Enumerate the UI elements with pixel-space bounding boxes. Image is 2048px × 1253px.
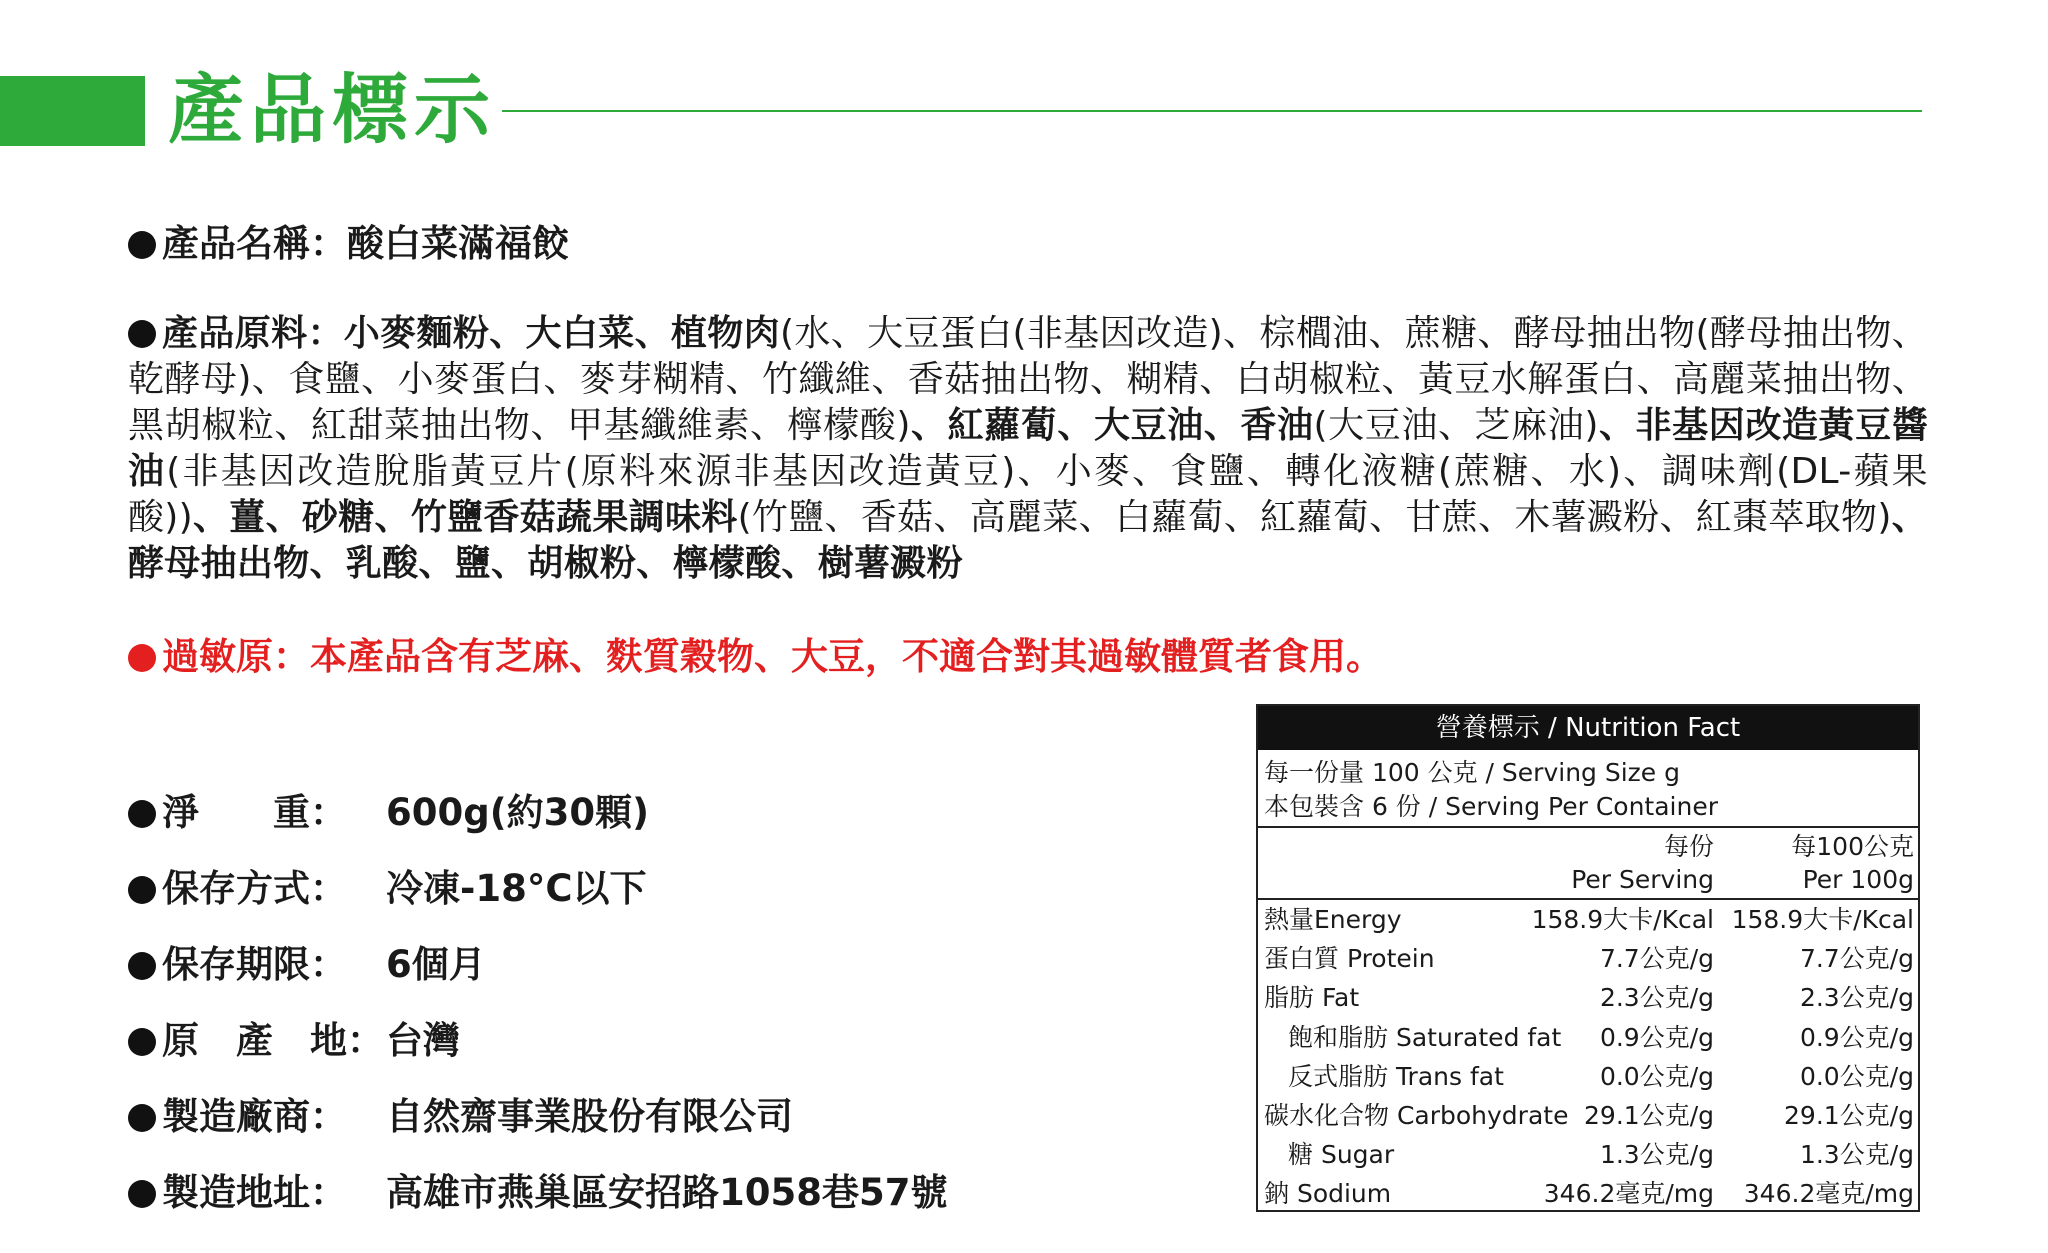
nutrient-name: 熱量Energy [1264,905,1402,934]
per-serving-header-en: Per Serving [1571,865,1714,894]
per-serving-value: 158.9大卡/Kcal [1531,905,1714,934]
info-label: 淨 重： [162,791,347,834]
nutrition-row [1258,1096,1918,1135]
bullet-icon [128,952,156,980]
per-serving-header-zh: 每份 [1663,832,1714,861]
nutrition-table [1256,704,1920,1212]
info-value: 高雄市燕巢區安招路1058巷57號 [386,1171,948,1214]
allergen-value: 本產品含有芝麻、麩質穀物、大豆，不適合對其過敏體質者食用。 [310,635,1383,678]
per-100g-value: 29.1公克/g [1784,1100,1914,1130]
bullet-icon [128,644,156,672]
per-serving-value: 7.7公克/g [1599,944,1714,974]
nutrition-title: 營養標示 / Nutrition Fact [1258,706,1918,750]
bullet-icon [128,1180,156,1208]
serving-size: 每一份量 100 公克 / Serving Size g [1264,758,1680,787]
ingredient-sub-text: (竹鹽、香菇、高麗菜、白蘿蔔、紅蘿蔔、甘蔗、木薯澱粉、紅棗萃取物) [737,497,1892,538]
header-divider [502,110,1922,112]
info-row [128,1170,947,1216]
info-value: 冷凍-18°C以下 [386,867,647,910]
nutrition-row [1258,1174,1918,1213]
info-label: 製造廠商： [162,1095,347,1138]
per-serving-value: 0.0公克/g [1599,1061,1714,1091]
per-100g-value: 2.3公克/g [1799,983,1914,1013]
header-accent-bar [0,76,145,146]
bullet-icon [128,231,156,259]
per-100g-value: 0.9公克/g [1799,1022,1914,1052]
product-name-line [128,221,569,267]
bullet-icon [128,1028,156,1056]
per-serving-value: 0.9公克/g [1599,1022,1714,1052]
nutrition-rows [1258,900,1918,1214]
per-100g-value: 7.7公克/g [1799,944,1914,974]
info-label: 製造地址： [162,1171,347,1214]
nutrition-row [1258,900,1918,939]
per-100g-value: 158.9大卡/Kcal [1731,905,1914,934]
ingredient-main-text: 、酵母抽出物、乳酸、鹽、胡椒粉、檸檬酸、樹薯澱粉 [128,497,1928,584]
ingredient-sub-text: (大豆油、芝麻油) [1313,405,1599,446]
per-100g-value: 1.3公克/g [1799,1140,1914,1170]
product-name-label: 產品名稱： [162,222,347,265]
info-value: 600g(約30顆) [386,791,650,834]
nutrient-name: 碳水化合物 Carbohydrate [1264,1100,1569,1130]
nutrient-name: 鈉 Sodium [1264,1179,1392,1209]
per-serving-value: 346.2毫克/mg [1543,1179,1714,1209]
bullet-icon [128,876,156,904]
nutrition-row [1258,978,1918,1017]
nutrient-name: 蛋白質 Protein [1264,944,1435,974]
info-value: 6個月 [386,943,486,986]
info-label: 保存方式： [162,867,347,910]
page-title: 產品標示 [168,65,496,154]
ingredient-main-text: 小麥麵粉、大白菜、植物肉 [343,313,780,354]
per-100g-header-zh: 每100公克 [1791,832,1914,861]
nutrition-row [1258,939,1918,978]
nutrient-name: 脂肪 Fat [1264,983,1360,1013]
per-serving-header [1571,830,1714,896]
bullet-icon [128,800,156,828]
info-row [128,1018,460,1064]
ingredient-main-text: 、紅蘿蔔、大豆油、香油 [910,405,1314,446]
info-value: 自然齋事業股份有限公司 [386,1095,793,1138]
ingredient-sub-text: (非基因改造脫脂黃豆片(原料來源非基因改造黃豆)、小麥、食鹽、轉化液糖(蔗糖、水)、調味劑(DL-蘋果酸)) [128,451,1928,538]
per-100g-value: 346.2毫克/mg [1743,1179,1914,1209]
info-row [128,942,486,988]
nutrition-row [1258,1057,1918,1096]
info-row [128,866,647,912]
ingredient-main-text: 、非基因改造黃豆醬油 [128,405,1928,492]
info-value: 台灣 [386,1019,460,1062]
info-label: 保存期限： [162,943,347,986]
product-name-value: 酸白菜滿福餃 [347,222,569,265]
per-100g-header-en: Per 100g [1802,865,1914,894]
nutrition-row [1258,1018,1918,1057]
servings-per-container: 本包裝含 6 份 / Serving Per Container [1264,792,1719,821]
ingredient-sub-text: (水、大豆蛋白(非基因改造)、棕櫚油、蔗糖、酵母抽出物(酵母抽出物、乾酵母)、食鹽、小麥蛋白、麥芽糊精、竹纖維、香菇抽出物、糊精、白胡椒粒、黃豆水解蛋白、高麗菜抽出物、黑胡椒粒、紅甜菜抽出物、甲基纖維素、檸檬酸) [128,313,1928,446]
nutrient-name: 反式脂肪 Trans fat [1288,1061,1504,1091]
bullet-icon [128,320,156,348]
per-100g-header [1791,830,1914,896]
info-label: 原 產 地： [162,1019,384,1062]
info-row [128,1094,793,1140]
info-row [128,790,649,836]
ingredients-paragraph [128,311,1928,587]
allergen-line [128,634,1383,680]
nutrition-row [1258,1135,1918,1174]
ingredient-main-text: 、薑、砂糖、竹鹽香菇蔬果調味料 [193,497,738,538]
ingredients-label: 產品原料： [162,313,344,354]
allergen-label: 過敏原： [162,635,310,678]
bullet-icon [128,1104,156,1132]
per-100g-value: 0.0公克/g [1799,1061,1914,1091]
nutrition-serving-info [1258,750,1918,828]
per-serving-value: 1.3公克/g [1599,1140,1714,1170]
nutrient-name: 飽和脂肪 Saturated fat [1288,1022,1562,1052]
per-serving-value: 29.1公克/g [1584,1100,1714,1130]
nutrient-name: 糖 Sugar [1288,1140,1395,1170]
nutrition-column-headers [1258,828,1918,900]
per-serving-value: 2.3公克/g [1599,983,1714,1013]
